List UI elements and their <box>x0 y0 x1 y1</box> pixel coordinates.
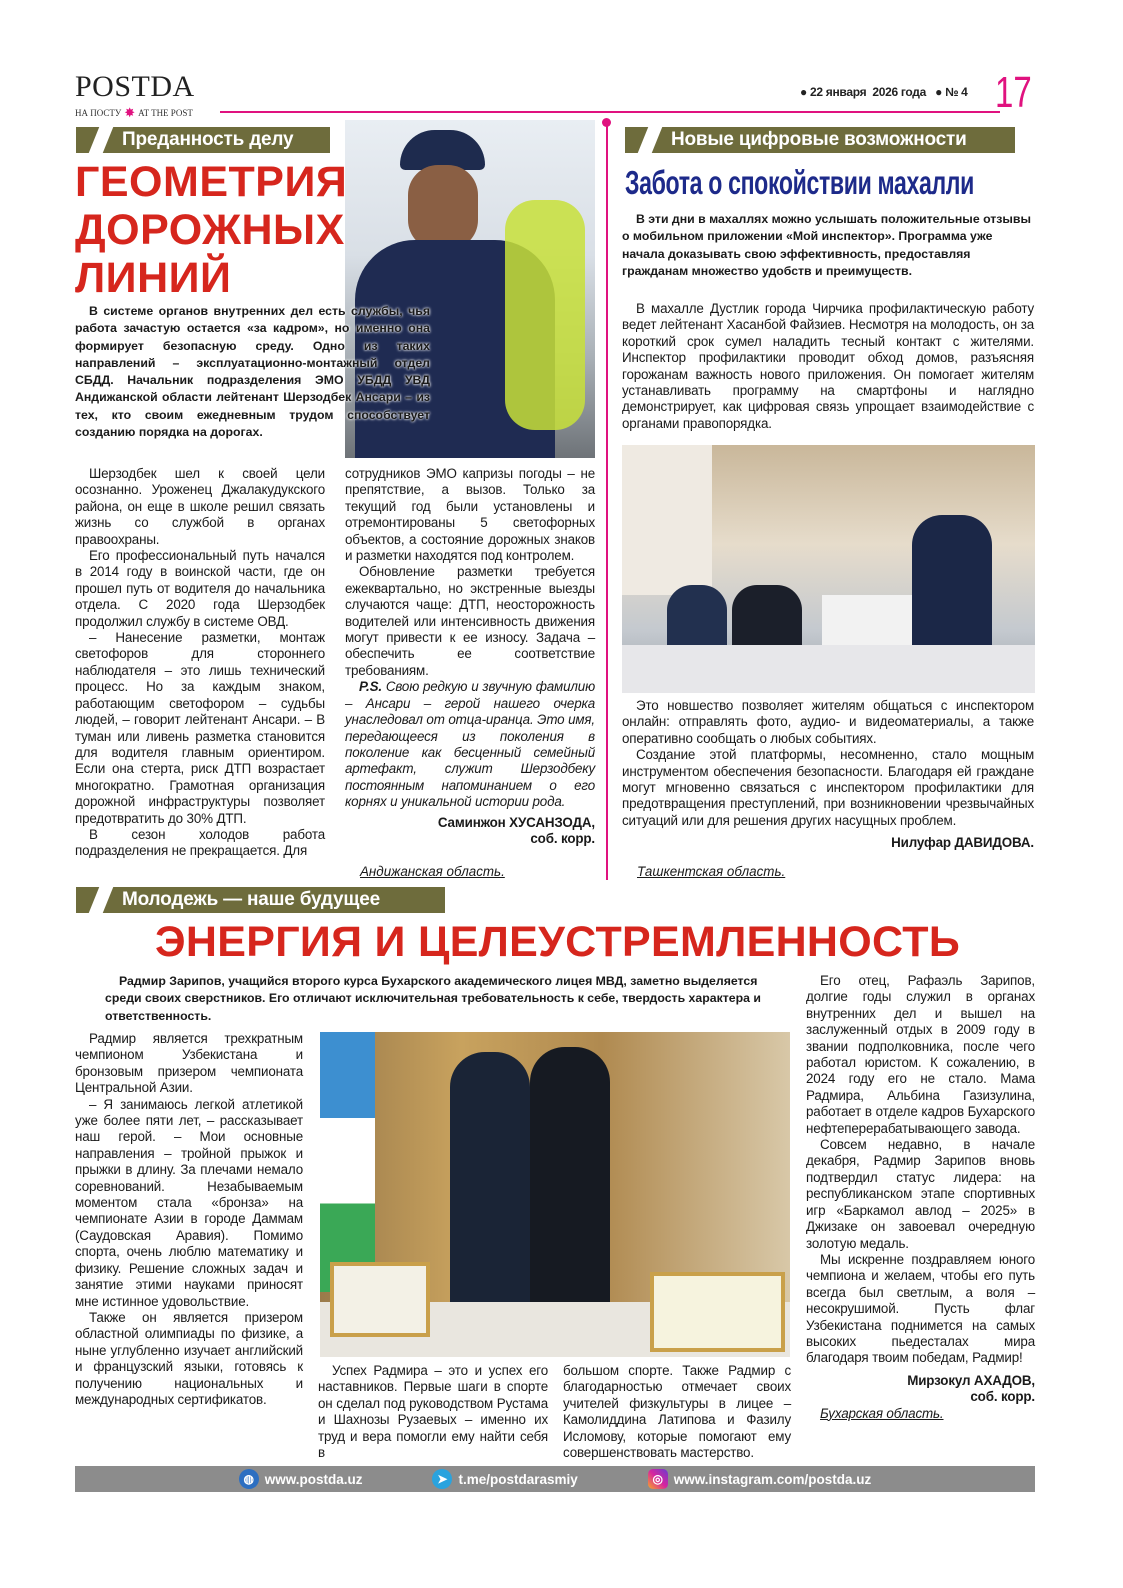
article3-region: Бухарская область. <box>820 1405 944 1421</box>
paragraph: Радмир является трехкратным чемпионом Узбекистана и бронзовым призером чемпионата Центральной Азии. <box>75 1031 303 1096</box>
tag-label: Новые цифровые возможности <box>671 129 967 150</box>
headline-line: ДОРОЖНЫХ <box>75 206 345 254</box>
article3-column-4 <box>806 973 1035 1422</box>
ps-text: Свою редкую и звучную фамилию – Ансари – герой нашего очерка унаследовал от отца-иранца. Это имя, передающееся из поколения в поколение как бесценный семейный артефакт, служит Шерзодбеку постоянным напоминанием о его корнях и уникальной истории рода. <box>345 679 595 810</box>
postscript <box>345 679 595 810</box>
subtitle-right: AT THE POST <box>138 108 193 118</box>
headline-line: ГЕОМЕТРИЯ <box>75 158 348 206</box>
telegram-icon: ➤ <box>432 1469 452 1489</box>
article2-region: Ташкентская область. <box>637 864 786 879</box>
masthead-logo: POSTDA <box>75 70 195 103</box>
footer-bar <box>75 1466 1035 1492</box>
paragraph: Совсем недавно, в начале декабря, Радмир Зарипов вновь подтвердил статус лидера: на республиканском этапе спортивных игр «Баркамол авлод – 2025» в Джизаке он завоевал очередную золотую медаль. <box>806 1137 1035 1251</box>
paragraph: большом спорте. Также Радмир с благодарностью отмечает своих учителей физкультуры в лицее – Камолиддина Латипова и Фазилу Исломову, которые помогают ему совершенствовать мастерство. <box>563 1363 791 1461</box>
paragraph: Его отец, Рафаэль Зарипов, долгие годы служил в органах внутренних дел и вышел на заслуженный отдых в 2009 году в звании подполковника, после чего работал юристом. К сожалению, в 2024 году его не стало. Мама Радмира, Альбина Газизулина, работает в отделе кадров Бухарского нефтеперерабатывающего завода. <box>806 973 1035 1136</box>
inspector-meeting-photo <box>622 445 1035 693</box>
article3-column-1 <box>75 1031 303 1408</box>
ps-label: P.S. <box>359 679 382 695</box>
article1-lead: В системе органов внутренних дел есть службы, чья работа зачастую остается «за кадром», но именно она формирует безопасную среду. Одно из таких направлений – эксплуатационно-монтажный отдел СБДД. Начальник подразделения ЭМО УБДД УВД Андижанской области лейтенант Шерзодбек Ансари – из тех, кто своим ежедневным трудом способствует созданию порядка на дорогах. <box>75 304 430 440</box>
article1-column-2 <box>345 466 595 847</box>
section-tag-dedication <box>76 127 330 153</box>
paragraph: Шерзодбек шел к своей цели осознанно. Уроженец Джалакудукского района, он еще в школе решил связать жизнь со службой в органах правоохраны. <box>75 466 325 547</box>
instagram-label: www.instagram.com/postda.uz <box>673 1471 872 1487</box>
website-link[interactable] <box>239 1469 363 1489</box>
tag-slash-icon <box>638 127 663 153</box>
header-rule <box>220 111 1000 113</box>
section-tag-youth <box>76 887 445 913</box>
issue-date: ● 22 января 2026 года ● № 4 <box>800 85 968 99</box>
column-divider <box>606 124 608 880</box>
paragraph: Также он является призером областной олимпиады по физике, а ныне углубленно изучает английский и французский языки, готовясь к получению национальных и международных сертификатов. <box>75 1309 303 1407</box>
article1-author-role: соб. корр. <box>530 830 595 846</box>
tag-label: Преданность делу <box>122 129 294 150</box>
article2-intro <box>622 301 1034 432</box>
page-number: 17 <box>995 68 1032 117</box>
paragraph: В махалле Дустлик города Чирчика профилактическую работу ведет лейтенант Хасанбой Файзиев. Несмотря на молодость, он за короткий срок сумел наладить тесный контакт с жителями. Инспектор профилактики проводит обход домов, разъясняя горожанам важность нового приложения. Он помогает жителям устанавливать программу на смартфоны и наглядно демонстрирует, как цифровая связь упрощает взаимодействие с органами правопорядка. <box>622 301 1034 431</box>
tag-label: Молодежь — наше будущее <box>122 889 380 910</box>
article3-column-3 <box>563 1363 791 1461</box>
article3-author-role: соб. корр. <box>970 1389 1035 1405</box>
paragraph: – Я занимаюсь легкой атлетикой уже более пяти лет, – рассказывает наш герой. – Мои основные направления – тройной прыжок и прыжки в длину. За плечами немало соревнований. Незабываемым моментом стала «бронза» на чемпионате Азии в городе Даммам (Саудовская Аравия). Помимо спорта, очень люблю математику и физику. Решение сложных задач и занятие этими науками приносят мне истинное удовольствие. <box>75 1096 303 1309</box>
star-icon: ✸ <box>124 105 136 120</box>
article3-lead: Радмир Зарипов, учащийся второго курса Бухарского академического лицея МВД, заметно выделяется среди своих сверстников. Его отличают исключительная требовательность к себе, твердость характера и ответственность. <box>105 974 761 1023</box>
article3-column-2 <box>318 1363 548 1461</box>
subtitle-left: НА ПОСТУ <box>75 108 122 118</box>
tag-slash-icon <box>89 887 114 913</box>
paragraph: Мы искренне поздравляем юного чемпиона и желаем, чтобы его путь всегда был светлым, а воля – несокрушимой. Пусть флаг Узбекистана поднимется на самых высоких пьедесталах мира благодаря твоим победам, Радмир! <box>806 1251 1035 1366</box>
article2-author: Нилуфар ДАВИДОВА. <box>891 835 1034 851</box>
masthead-subtitle <box>75 105 193 121</box>
paragraph: Это новшество позволяет жителям общаться с инспектором онлайн: отправлять фото, аудио- и видеоматериалы, а также оперативно сообщать о любых событиях. <box>622 698 1034 746</box>
headline-line: ЛИНИЙ <box>75 254 232 302</box>
athlete-awards-photo <box>320 1032 790 1357</box>
paragraph: – Нанесение разметки, монтаж светофоров для стороннего наблюдателя – это лишь технический процесс. Но за каждым знаком, работающим светофором – судьбы людей, – говорит лейтенант Ансари. – В туман или ливень разметка становится для водителя главным ориентиром. Если она стерта, риск ДТП возрастает многократно. Грамотная организация дорожной инфраструктуры позволяет предотвратить до 30% ДТП. <box>75 630 325 826</box>
divider-dot <box>602 118 611 127</box>
telegram-link[interactable] <box>432 1469 577 1489</box>
telegram-label: t.me/postdarasmiy <box>458 1471 578 1487</box>
article2-lead: В эти дни в махаллях можно услышать положительные отзывы о мобильном приложении «Мой инспектор». Программа уже начала доказывать свою эффективность, предоставляя гражданам множество удобств и преимуществ. <box>622 212 1031 278</box>
paragraph: Его профессиональный путь начался в 2014 году в воинской части, где он прошел путь от водителя до начальника отдела. С 2020 года Шерзодбек продолжил службу в системе ОВД. <box>75 548 325 629</box>
website-label: www.postda.uz <box>264 1471 363 1487</box>
article2-body <box>622 698 1034 852</box>
article1-region: Андижанская область. <box>360 864 505 879</box>
paragraph: Обновление разметки требуется ежеквартально, но экстренные выезды случаются чаще: ДТП, неосторожность водителей или интенсивность движения могут привести к ее износу. Задача – обеспечить ее соответствие требованиям. <box>345 564 595 678</box>
instagram-link[interactable] <box>648 1469 872 1489</box>
instagram-icon: ◎ <box>648 1469 668 1489</box>
paragraph: Создание этой платформы, несомненно, стало мощным инструментом обеспечения безопасности. Благодаря ей граждане могут мгновенно связаться с инспектором профилактики для предотвращения преступлений, при возникновении чрезвычайных ситуаций или для решения других насущных проблем. <box>622 747 1034 828</box>
article2-headline: Забота о спокойствии махалли <box>625 164 974 201</box>
paragraph: В сезон холодов работа подразделения не прекращается. Для <box>75 826 325 859</box>
article1-headline <box>75 158 347 302</box>
section-tag-digital <box>625 127 1015 153</box>
tag-slash-icon <box>89 127 114 153</box>
article1-author: Саминжон ХУСАНЗОДА, <box>437 814 595 830</box>
globe-icon: ◍ <box>239 1469 259 1489</box>
article3-author: Мирзокул АХАДОВ, <box>907 1372 1035 1388</box>
paragraph: сотрудников ЭМО капризы погоды – не препятствие, а вызов. Только за текущий год были установлены и отремонтированы 5 светофорных объектов, а состояние дорожных знаков и разметки находятся под контролем. <box>345 466 595 564</box>
article3-headline: ЭНЕРГИЯ И ЦЕЛЕУСТРЕМЛЕННОСТЬ <box>155 918 961 966</box>
paragraph: Успех Радмира – это и успех его наставников. Первые шаги в спорте он сделал под руководством Рустама и Шахнозы Рузаевых – именно их труд и вера помогли ему найти себя в <box>318 1363 548 1461</box>
article1-column-1 <box>75 466 325 860</box>
